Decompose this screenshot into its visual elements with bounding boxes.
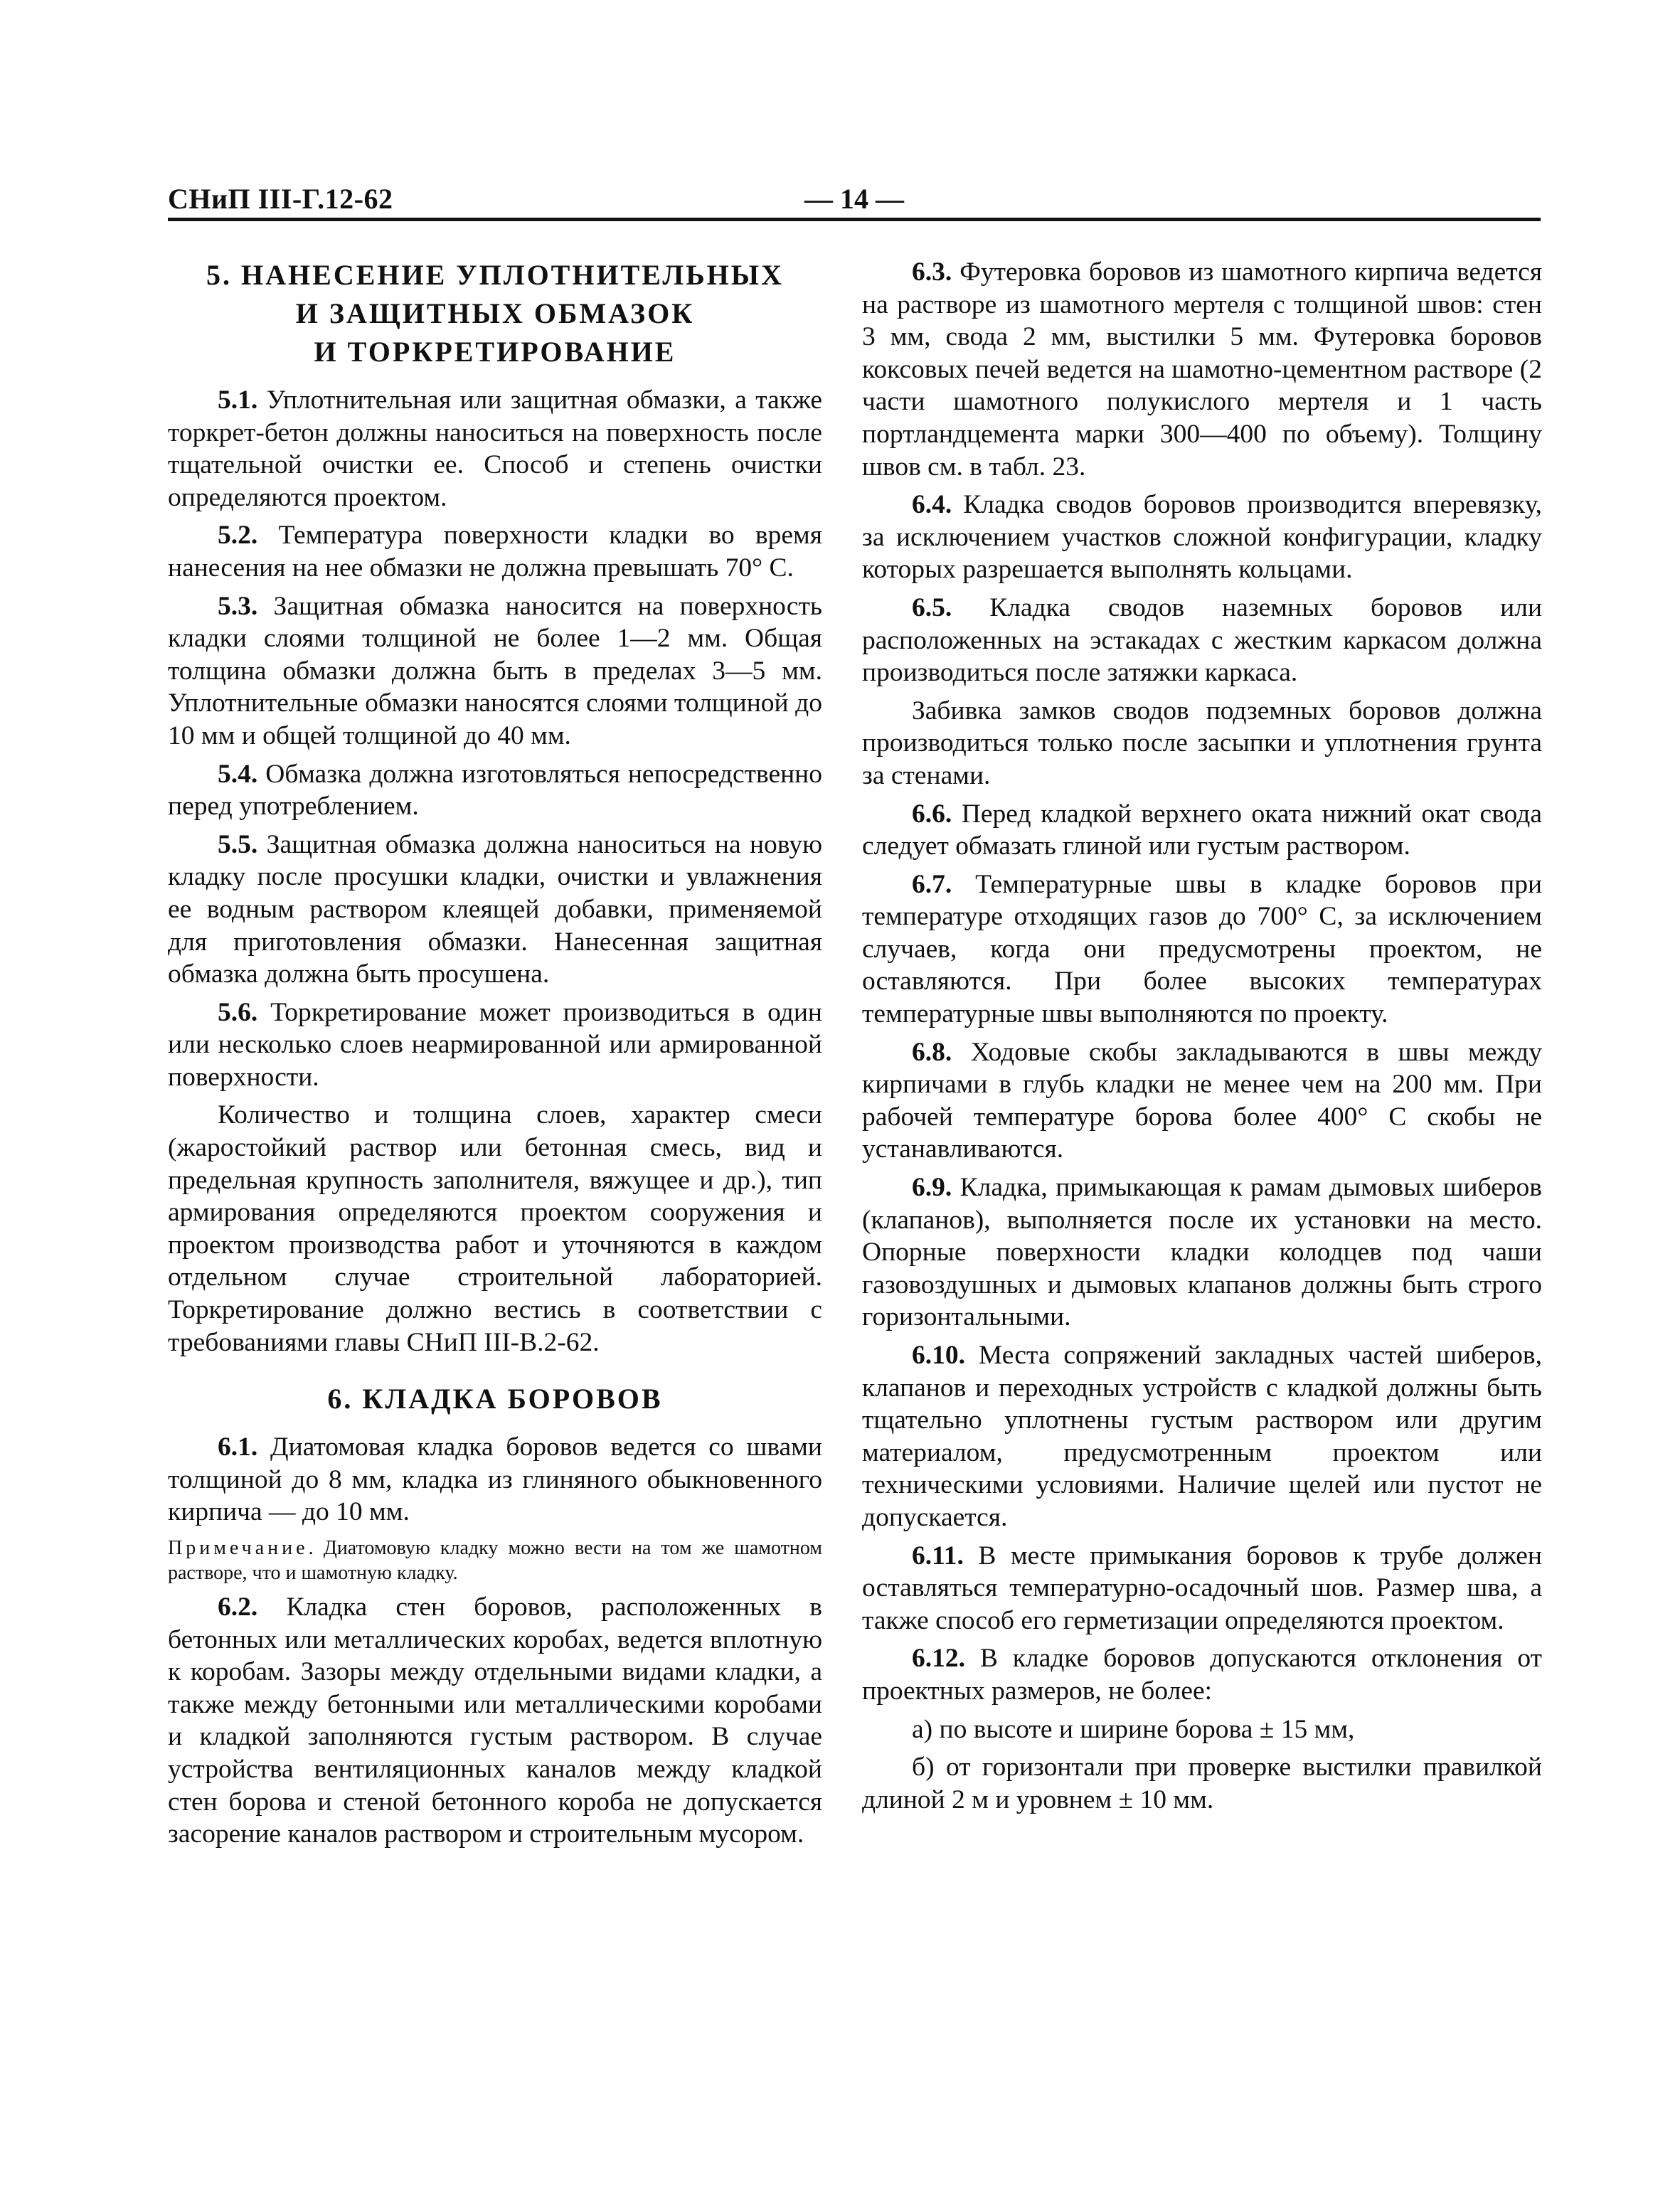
paragraph-text: Футеровка боровов из шамотного кирпича ведется на растворе из шамотного мертеля с толщиной швов: стен 3 мм, свода 2 мм, выстилки 5 мм. Футеровка боровов коксовых печей ведется на шамотно-цементном растворе (2 части шамотного полукислого мертеля и 1 часть портландцемента марки 300—400 по объему). Толщину швов см. в табл. 23.	[862, 257, 1543, 482]
left-column	[168, 256, 822, 1851]
paragraph-text: Кладка сводов боровов производится вперевязку, за исключением участков сложной конфигурации, кладку которых разрешается выполнять кольцами.	[862, 490, 1542, 585]
right-column	[862, 256, 1542, 1816]
header-rule	[168, 218, 1541, 221]
paragraph-6-4	[862, 489, 1542, 586]
paragraph-text: В кладке боровов допускаются отклонения от проектных размеров, не более:	[862, 1644, 1542, 1706]
page-header	[168, 178, 1541, 223]
paragraph-text: Диатомовая кладка боровов ведется со швами толщиной до 8 мм, кладка из глиняного обыкновенного кирпича — до 10 мм.	[168, 1432, 822, 1527]
paragraph-6-1	[168, 1431, 822, 1529]
paragraph-text: Ходовые скобы закладываются в швы между кирпичами в глубь кладки не менее чем на 200 мм. При рабочей температуре борова более 400° С скобы не устанавливаются.	[862, 1037, 1542, 1164]
section-5-title-line: 5. НАНЕСЕНИЕ УПЛОТНИТЕЛЬНЫХ	[206, 259, 784, 291]
paragraph-number: 5.5.	[218, 829, 258, 859]
paragraph-text: Уплотнительная или защитная обмазки, а также торкрет-бетон должны наноситься на поверхность после тщательной очистки ее. Способ и степень очистки определяются проектом.	[168, 386, 822, 512]
section-5-title	[168, 256, 822, 371]
paragraph-6-6	[862, 798, 1542, 863]
paragraph-number: 6.12.	[912, 1644, 965, 1674]
paragraph-6-7	[862, 868, 1542, 1031]
paragraph-5-1	[168, 384, 822, 514]
paragraph-5-4	[168, 758, 822, 823]
paragraph-number: 6.5.	[912, 592, 952, 622]
page-number: — 14 —	[804, 183, 904, 215]
paragraph-5-5	[168, 829, 822, 991]
paragraph-6-2	[168, 1591, 822, 1851]
paragraph-5-6	[168, 996, 822, 1094]
paragraph-number: 6.8.	[912, 1037, 952, 1067]
paragraph-6-12-b: б) от горизонтали при проверке выстилки правилкой длиной 2 м и уровнем ± 10 мм.	[862, 1753, 1542, 1814]
paragraph-6-5	[862, 592, 1542, 689]
paragraph-6-8	[862, 1036, 1542, 1166]
paragraph-6-3	[862, 256, 1542, 483]
paragraph-5-2	[168, 519, 822, 584]
paragraph-number: 5.1.	[218, 386, 258, 415]
paragraph-number: 6.9.	[912, 1173, 952, 1203]
paragraph-text: Места сопряжений закладных частей шиберов, клапанов и переходных устройств с кладкой должны быть тщательно уплотнены густым раствором или другим материалом, предусмотренным проектом или техническими условиями. Наличие щелей или пустот не допускается.	[862, 1341, 1543, 1532]
paragraph-number: 6.1.	[218, 1432, 258, 1462]
paragraph-number: 6.2.	[218, 1593, 258, 1622]
paragraph-text: Торкретирование может производиться в один или несколько слоев неармированной или армированной поверхности.	[168, 997, 823, 1092]
paragraph-number: 6.10.	[912, 1341, 965, 1370]
paragraph-text: В месте примыкания боровов к трубе должен оставляться температурно-осадочный шов. Размер шва, а также способ его герметизации определяются проектом.	[862, 1541, 1542, 1635]
paragraph-5-6-continued: Количество и толщина слоев, характер смеси (жаростойкий раствор или бетонная смесь, вид и предельная крупность заполнителя, вяжущее и др.), тип армирования определяются проектом сооружения и проектом производства работ и уточняются в каждом отдельном случае строительной лабораторией. Торкретирование должно вестись в соответствии с требованиями главы СНиП III-В.2-62.	[168, 1100, 822, 1357]
paragraph-text: Температурные швы в кладке боровов при температуре отходящих газов до 700° С, за исключением случаев, когда они предусмотрены проектом, не оставляются. При более высоких температурах температурные швы выполняются по проекту.	[862, 869, 1543, 1029]
note-label: Примечание	[168, 1537, 309, 1559]
paragraph-text: Температура поверхности кладки во время нанесения на нее обмазки не должна превышать 70° С.	[168, 521, 823, 583]
paragraph-number: 5.2.	[218, 521, 258, 551]
paragraph-6-9	[862, 1171, 1542, 1334]
paragraph-text: Кладка, примыкающая к рамам дымовых шиберов (клапанов), выполняется после их установки на место. Опорные поверхности кладки колодцев под чаши газовоздушных и дымовых клапанов должны быть строго горизонтальными.	[862, 1173, 1543, 1332]
paragraph-number: 5.3.	[218, 591, 258, 621]
paragraph-6-11	[862, 1540, 1542, 1637]
paragraph-text: Обмазка должна изготовляться непосредственно перед употреблением.	[168, 759, 822, 822]
paragraph-text: Кладка сводов наземных боровов или расположенных на эстакадах с жестким каркасом должна производиться после затяжки каркаса.	[862, 592, 1543, 688]
section-5-title-line: И ТОРКРЕТИРОВАНИЕ	[314, 336, 676, 368]
paragraph-text: Кладка стен боровов, расположенных в бетонных или металлических коробах, ведется вплотную к коробам. Зазоры между отдельными видами кладки, а также между бетонными или металлическими коробами и кладкой заполняются густым раствором. В случае устройства вентиляционных каналов между кладкой стен борова и стеной бетонного короба не допускается засорение каналов раствором и строительным мусором.	[168, 1593, 823, 1849]
paragraph-text: Защитная обмазка должна наноситься на новую кладку после просушки кладки, очистки и увлажнения ее водным раствором клеящей добавки, применяемой для приготовления обмазки. Нанесенная защитная обмазка должна быть просушена.	[168, 829, 823, 989]
paragraph-text: Перед кладкой верхнего оката нижний окат свода следует обмазать глиной или густым раствором.	[862, 799, 1542, 861]
paragraph-number: 5.6.	[218, 997, 258, 1027]
paragraph-number: 5.4.	[218, 759, 258, 789]
paragraph-number: 6.11.	[912, 1541, 964, 1570]
note: Примечание. Диатомовую кладку можно вести на том же шамотном растворе, что и шамотную кладку.	[168, 1537, 823, 1584]
note-text: Диатомовую кладку можно вести на том же шамотном растворе, что и шамотную кладку.	[168, 1537, 823, 1584]
section-5-title-line: И ЗАЩИТНЫХ ОБМАЗОК	[295, 297, 695, 329]
paragraph-6-12	[862, 1642, 1542, 1707]
document-code: СНиП III-Г.12-62	[168, 183, 393, 215]
paragraph-6-10	[862, 1339, 1542, 1534]
section-6-title: 6. КЛАДКА БОРОВОВ	[327, 1383, 663, 1415]
paragraph-text: Защитная обмазка наносится на поверхность кладки слоями толщиной не более 1—2 мм. Общая толщина обмазки должна быть в пределах 3—5 мм. Уплотнительные обмазки наносятся слоями толщиной до 10 мм и общей толщиной до 40 мм.	[168, 591, 822, 750]
paragraph-number: 6.7.	[912, 869, 952, 899]
paragraph-5-3	[168, 590, 822, 753]
paragraph-6-12-a: а) по высоте и ширине борова ± 15 мм,	[912, 1714, 1355, 1744]
paragraph-number: 6.4.	[912, 490, 952, 520]
paragraph-6-5-continued: Забивка замков сводов подземных боровов должна производиться только после засыпки и уплотнения грунта за стенами.	[862, 696, 1542, 790]
paragraph-number: 6.6.	[912, 799, 952, 829]
paragraph-number: 6.3.	[912, 257, 952, 287]
